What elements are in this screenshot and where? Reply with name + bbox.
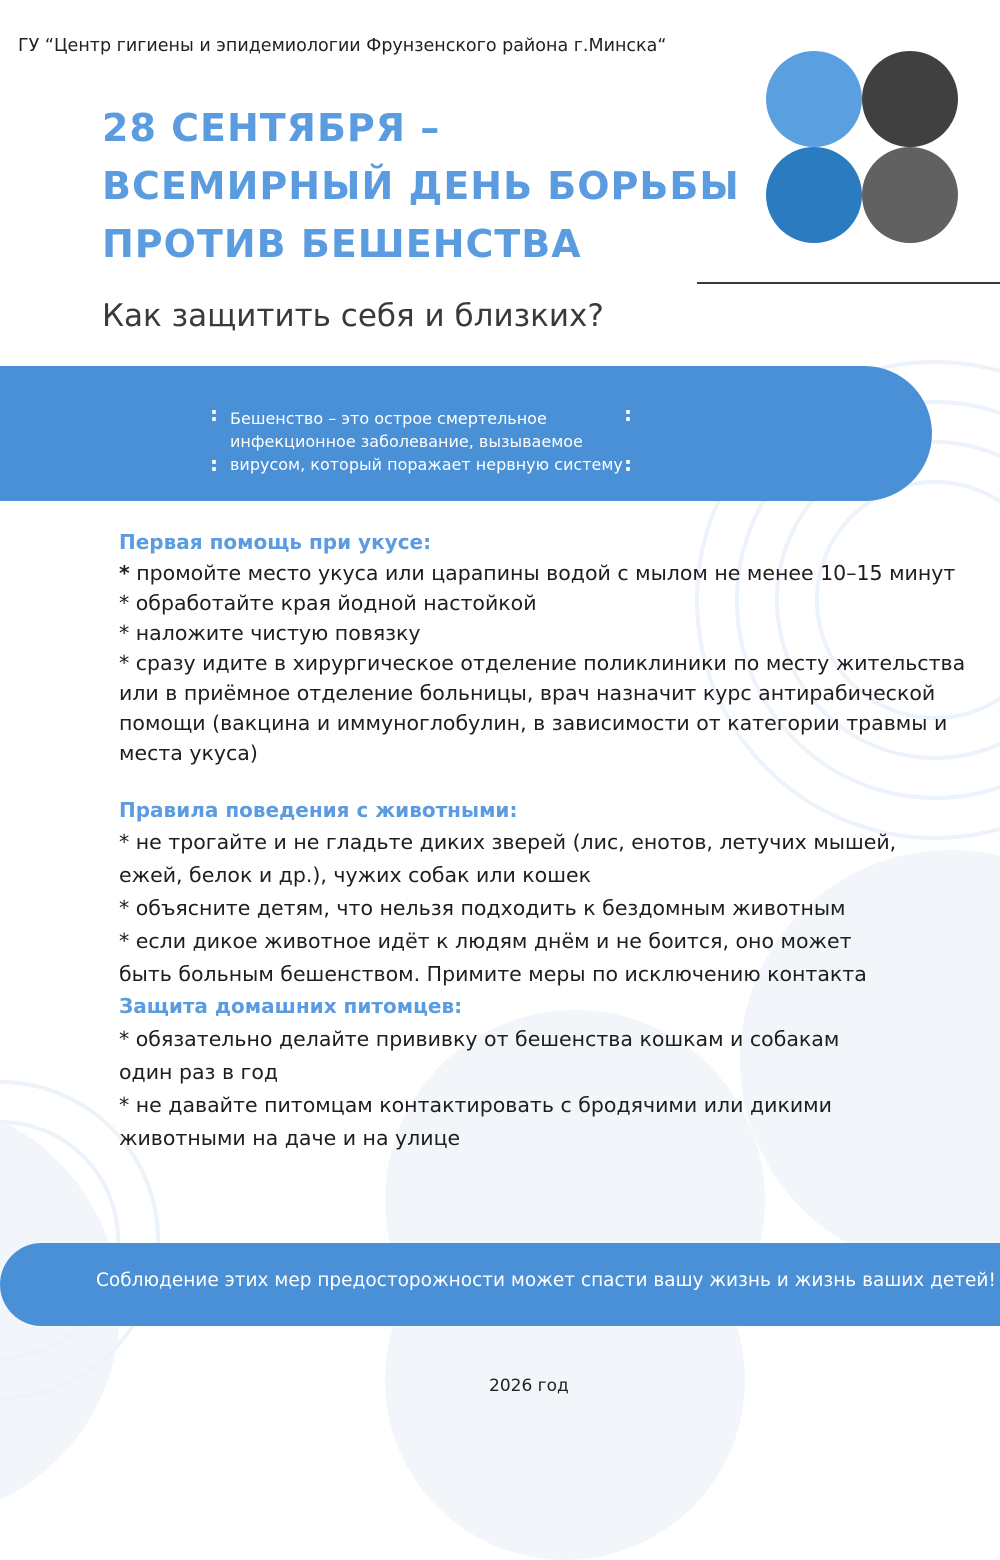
title-line-3: ПРОТИВ БЕШЕНСТВА xyxy=(102,222,582,266)
decor-circle-dark-blue xyxy=(766,147,862,243)
section-heading-first-aid: Первая помощь при укусе: xyxy=(119,530,432,554)
title-line-2: ВСЕМИРНЫЙ ДЕНЬ БОРЬБЫ xyxy=(102,164,740,208)
colon-mark: : xyxy=(624,402,632,426)
list-item-continuation: ежей, белок и др.), чужих собак или кошек xyxy=(119,863,591,887)
list-item: * обязательно делайте прививку от бешенства кошкам и собакам xyxy=(119,1027,840,1051)
list-item-continuation: один раз в год xyxy=(119,1060,279,1084)
section-heading-pets: Защита домашних питомцев: xyxy=(119,994,463,1018)
decor-circle-light-blue xyxy=(766,51,862,147)
list-item-continuation: животными на даче и на улице xyxy=(119,1126,461,1150)
list-item: * не давайте питомцам контактировать с бродячими или дикими xyxy=(119,1093,832,1117)
section-heading-animal-rules: Правила поведения с животными: xyxy=(119,798,518,822)
list-item-continuation: быть больным бешенством. Примите меры по исключению контакта xyxy=(119,962,867,986)
definition-line: Бешенство – это острое смертельное xyxy=(230,409,547,428)
list-item: * обработайте края йодной настойкой xyxy=(119,591,537,615)
definition-line: инфекционное заболевание, вызываемое xyxy=(230,432,583,451)
subtitle: Как защитить себя и близких? xyxy=(102,298,604,334)
list-item-text: промойте место укуса или царапины водой с мылом не менее 10–15 минут xyxy=(129,561,956,585)
colon-mark: : xyxy=(210,402,218,426)
footer-message: Соблюдение этих мер предосторожности может спасти вашу жизнь и жизнь ваших детей! xyxy=(96,1270,996,1291)
colon-mark: : xyxy=(624,452,632,476)
list-item-continuation: места укуса) xyxy=(119,741,258,765)
list-item-continuation: или в приёмное отделение больницы, врач назначит курс антирабической xyxy=(119,681,936,705)
divider-line xyxy=(697,282,1000,284)
decor-circle-gray xyxy=(862,147,958,243)
year-label: 2026 год xyxy=(489,1376,569,1396)
list-item xyxy=(119,561,955,585)
list-item: * если дикое животное идёт к людям днём и не боится, оно может xyxy=(119,929,852,953)
decor-circle-charcoal xyxy=(862,51,958,147)
list-item: * наложите чистую повязку xyxy=(119,621,421,645)
colon-mark: : xyxy=(210,452,218,476)
definition-line: вирусом, который поражает нервную систему xyxy=(230,455,623,474)
list-item: * объясните детям, что нельзя подходить к бездомным животным xyxy=(119,896,846,920)
bullet-star: * xyxy=(119,561,130,585)
list-item-continuation: помощи (вакцина и иммуноглобулин, в зависимости от категории травмы и xyxy=(119,711,948,735)
list-item: * не трогайте и не гладьте диких зверей (лис, енотов, летучих мышей, xyxy=(119,830,897,854)
organization-name: ГУ “Центр гигиены и эпидемиологии Фрунзенского района г.Минска“ xyxy=(18,36,667,56)
list-item: * сразу идите в хирургическое отделение поликлиники по месту жительства xyxy=(119,651,966,675)
title-line-1: 28 СЕНТЯБРЯ – xyxy=(102,106,441,150)
